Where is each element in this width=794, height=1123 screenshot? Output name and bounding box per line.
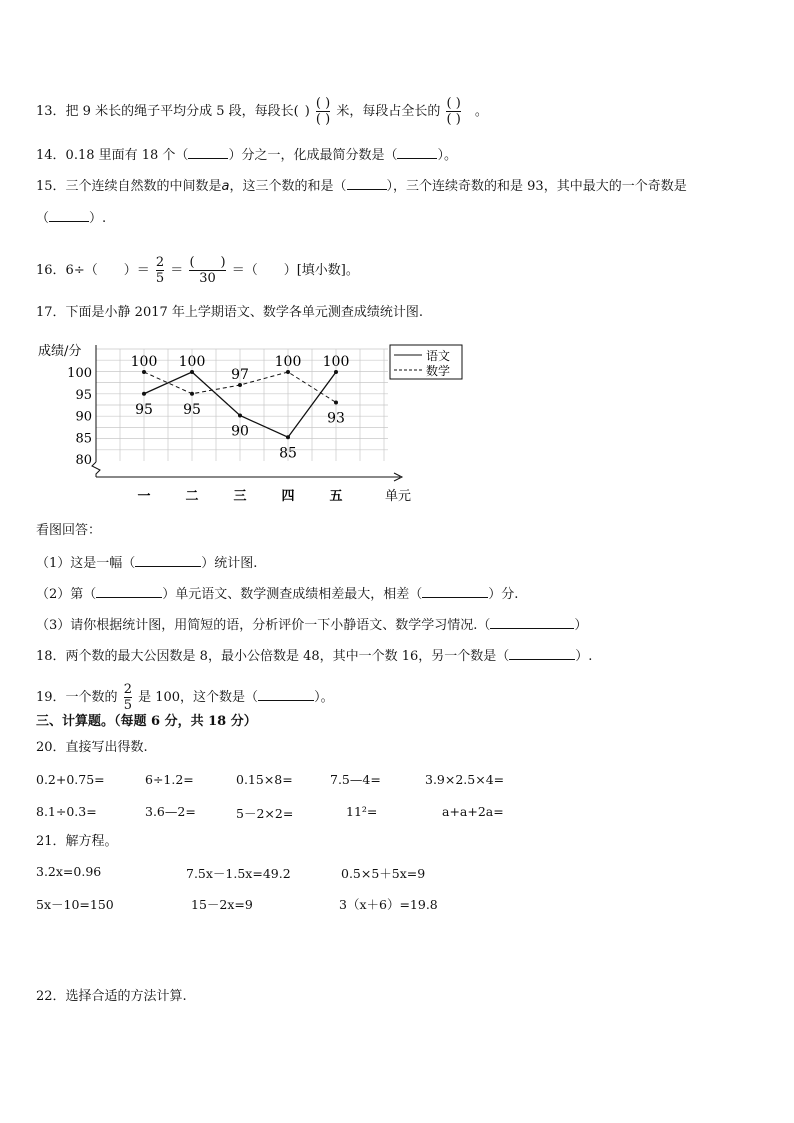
data-label-math: 100 [274,354,302,370]
legend-label-math: 数学 [426,364,451,378]
q16-f1-bottom: 5 [155,271,165,286]
q15-text-2: ，这三个数的和是（ [229,179,347,194]
question-19 [36,682,334,713]
q20-r1-c3: 0.15×8= [236,772,293,787]
data-point [238,414,242,418]
q17-sub1-blank[interactable] [135,554,201,567]
q21-r1-c1: 3.2x=0.96 [36,864,102,879]
q17-sub2-text-2: ）单元语文、数学测查成绩相差最大，相差（ [162,587,423,602]
data-point [334,400,338,404]
data-label-chinese: 100 [322,354,350,370]
q21-title: 21．解方程。 [36,834,118,849]
question-15-line-2 [36,209,106,227]
q20-r1-c4: 7.5—4= [330,772,381,787]
q21-r2-c1: 5x－10=150 [36,897,114,912]
q16-eq: ＝ [170,263,184,278]
q19-fraction [124,682,132,713]
q13-prefix: 13．把 9 米长的绳子平均分成 5 段，每段长( [36,104,299,119]
q20-r2-c2: 3.6—2= [145,804,196,819]
q15-text-4: （ [36,211,50,226]
q14-text-1: 14．0.18 里面有 18 个（ [36,148,189,163]
data-label-math: 100 [130,354,158,370]
q22-title: 22．选择合适的方法计算. [36,989,187,1004]
chart-x-ticks [137,489,342,504]
q20-r2-c5: a+a+2a= [442,804,504,819]
x-tick-label: 四 [281,489,295,504]
legend-label-chinese: 语文 [426,349,451,363]
q20-r1-c2: 6÷1.2= [145,772,194,787]
q18-text-2: ）. [575,649,593,664]
question-17-intro: 17．下面是小静 2017 年上学期语文、数学各单元测查成绩统计图. [36,305,424,320]
q14-blank-2[interactable] [397,146,437,159]
data-point [142,392,146,396]
q17-sub-3 [36,616,587,634]
q15-text-5: ）. [89,211,107,226]
data-label-chinese: 85 [279,445,297,462]
q17-sub2-text-1: （2）第（ [36,587,97,602]
y-tick-label: 85 [75,431,92,447]
y-axis-break [92,462,100,477]
q17-sub1-text-1: （1）这是一幅（ [36,556,136,571]
question-14 [36,146,457,164]
x-tick-label: 五 [329,489,343,504]
q16-fraction-1 [156,255,164,286]
q13-frac2-top: ( ) [446,96,461,111]
q19-text-2: 是 100，这个数是（ [138,690,259,705]
q17-sub3-text-1: （3）请你根据统计图，用简短的语，分析评价一下小静语文、数学学习情况.（ [36,618,491,633]
q16-f2-bottom: 30 [199,271,216,286]
q21-r1-c3: 0.5×5＋5x=9 [341,866,426,881]
data-point [190,370,194,374]
q20-r2-c1: 8.1÷0.3= [36,804,97,819]
q19-text-1: 19．一个数的 [36,690,118,705]
q15-text-3: ），三个连续奇数的和是 93，其中最大的一个奇数是 [386,179,687,194]
q21-r2-c3: 3（x＋6）=19.8 [339,897,438,912]
q17-sub-1 [36,554,257,572]
q15-variable: a [221,179,230,194]
chart-x-label: 单元 [385,489,412,504]
q13-fraction-length [316,96,330,127]
x-tick-label: 三 [233,489,247,504]
q16-text-2: ＝（ ）[填小数]。 [231,263,359,278]
q13-end: 。 [474,104,488,119]
y-tick-label: 100 [67,366,92,381]
q20-title: 20．直接写出得数. [36,740,148,755]
question-13 [36,96,488,127]
data-label-chinese: 90 [231,423,249,440]
q17-answer-intro: 看图回答： [36,523,102,538]
q20-r2-c4: 11²= [346,804,378,819]
chart-y-label: 成绩/分 [38,344,82,359]
chart-legend [390,345,462,379]
score-line-chart [30,335,480,510]
q17-sub2-text-3: ）分. [488,587,519,602]
q13-fraction-part [446,96,460,127]
y-tick-label: 95 [75,387,92,403]
data-label-math: 95 [183,401,201,418]
section-3-title: 三、计算题。（每题 6 分，共 18 分） [36,714,257,729]
data-label-math: 93 [327,410,345,427]
q14-blank-1[interactable] [188,146,228,159]
q16-f2-top: ( ) [189,255,226,270]
q13-mid: 米，每段占全长的 [336,104,441,119]
x-tick-label: 一 [137,489,151,504]
q17-sub2-blank-2[interactable] [422,585,488,598]
q14-text-3: ）。 [437,148,457,163]
data-point [286,435,290,439]
data-label-chinese: 100 [178,354,206,370]
q16-fraction-2 [189,255,225,286]
y-tick-label: 90 [75,409,92,425]
q17-sub1-text-2: ）统计图. [201,556,258,571]
q19-text-3: ）。 [314,690,334,705]
q13-paren-close: ) [304,104,310,119]
q19-f-bottom: 5 [123,698,132,713]
question-16 [36,255,359,286]
question-15-line-1 [36,177,687,195]
data-point [142,370,146,374]
q20-r2-c3: 5－2×2= [236,806,294,821]
q19-blank[interactable] [258,688,314,701]
q15-blank-1[interactable] [347,177,387,190]
chart-y-ticks [67,366,92,468]
q17-sub-2 [36,585,518,603]
q15-text-1: 15．三个连续自然数的中间数是 [36,179,222,194]
q13-frac-bottom: ( ) [315,112,331,127]
q18-text-1: 18．两个数的最大公因数是 8，最小公倍数是 48，其中一个数 16，另一个数是（ [36,649,510,664]
y-tick-label: 80 [75,453,92,468]
q20-r1-c5: 3.9×2.5×4= [425,772,505,787]
data-label-math: 97 [231,367,249,384]
q13-frac-top: ( ) [315,96,331,111]
data-point [190,392,194,396]
data-point [238,383,242,387]
q17-sub2-blank-1[interactable] [96,585,162,598]
q19-f-top: 2 [123,682,132,697]
q21-r1-c2: 7.5x－1.5x=49.2 [186,866,291,881]
q13-frac2-bottom: ( ) [446,112,461,127]
q16-f1-top: 2 [155,255,165,270]
q16-text-1: 16．6÷（ ）＝ [36,263,150,278]
x-tick-label: 二 [185,489,199,504]
q14-text-2: ）分之一，化成最简分数是（ [228,148,398,163]
question-18 [36,647,592,665]
data-point [334,370,338,374]
q17-sub3-text-2: ） [574,618,588,633]
q17-sub3-blank[interactable] [490,616,574,629]
data-point [286,370,290,374]
q21-r2-c2: 15－2x=9 [191,897,253,912]
data-label-chinese: 95 [135,401,153,418]
q20-r1-c1: 0.2+0.75= [36,772,105,787]
q18-blank[interactable] [509,647,575,660]
q15-blank-2[interactable] [49,209,89,222]
